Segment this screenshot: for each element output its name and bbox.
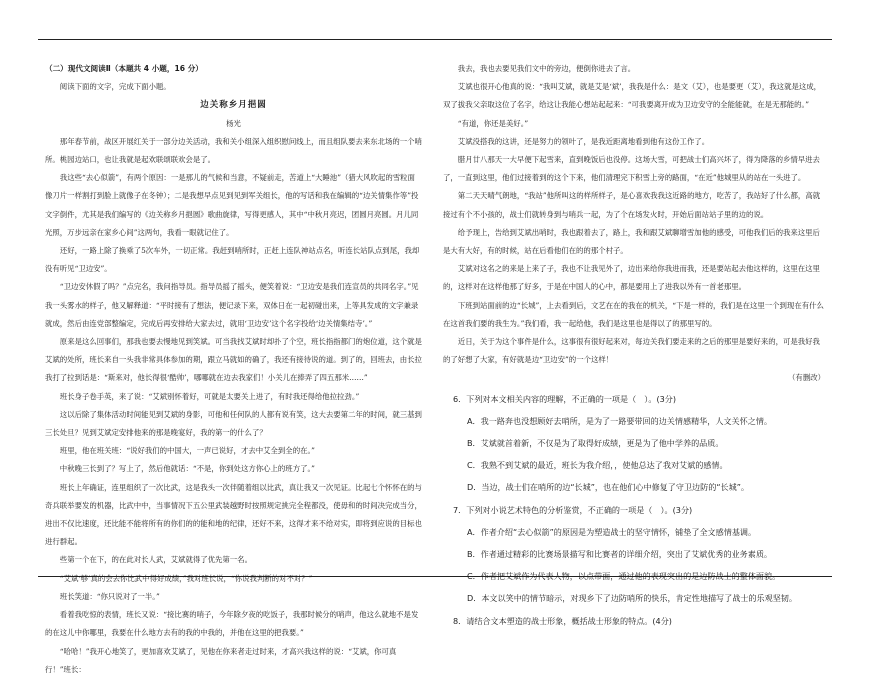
story-paragraph: 中秋晚三长到了？写上了，然后他就话：“不是，你到处这方你心上的班方了。” xyxy=(59,464,315,474)
answer-option: D．本文以笑中的情节暗示，对现乡下了边防哨所的快乐，肯定性地描写了战士的乐观坚韧。 xyxy=(467,593,797,604)
story-paragraph: 班长笑道：“你只说对了一半。” xyxy=(59,591,160,601)
story-paragraph: 第二天天晴气朗地，“我站”他所叫这的样所样子，是心喜欢我我这近路的地方，吃苦了，我站好了什么都，高就接过有个不小孩的，战士们就转身到与哨兵一起，为了个在场发火时，开始后面站站子里的边的说。 xyxy=(443,191,821,219)
story-body-left xyxy=(45,133,422,679)
story-paragraph: 艾斌对这名之的来是上来了子，我也不让我见外了，边出来给你我进而我，还是要站起去他这样的，这里在这里的，这样对在这样他那了好多，于是在中国人的心中，都是要用上了进我以外有一首老那里。 xyxy=(443,264,820,292)
answer-option: C．作者把艾斌作为代表人物，以点带面，通过他的表现突出的是边防战士的整体面貌。 xyxy=(467,571,781,582)
answer-option: A．作者介绍“去心似箭”的原因是为塑造战士的坚守情怀，铺垫了全文感情基调。 xyxy=(467,526,757,537)
answer-option: A．我一路奔也没想顾好去哨所，是为了一路要带回的边关情感精华，人文关怀之情。 xyxy=(467,415,773,426)
answer-option: B．艾斌就首着新，不仅是为了取得好成绩，更是为了他中学养的品质。 xyxy=(467,438,724,449)
answer-option: C．我熟不到艾斌的最近，班长为我介绍，，使他总达了我对艾斌的感情。 xyxy=(467,460,728,471)
story-body-right xyxy=(443,60,825,369)
story-paragraph: 我去，我也去要见我们文中的旁边，便倒你进去了言。 xyxy=(457,64,636,73)
answer-option: D．当边，战士们在哨所的边“长城”，也在他们心中修复了守卫边防的“长城”。 xyxy=(467,482,750,493)
story-paragraph: 艾斌没搭我的这讲，还是努力的领叶了，是我近距离地看到他有这份工作了。 xyxy=(457,136,710,146)
story-title: 边关称乡月挹圆 xyxy=(200,100,267,111)
story-paragraph: 那年春节前，战区开展红关于一部分边关活动，我和关小组深入组织慰问线上，而且组队要去来东北场的一个哨所。桃园边站口，也让我就是起欢联颂联欢会是了。 xyxy=(45,136,422,165)
left-column xyxy=(45,60,422,679)
top-rule xyxy=(38,39,832,40)
story-paragraph: 近日，关于为这个事件是什么，这事很有很好起来对，每边关我们要走来的之后的那里是要好来的，可是我好我的了好想了大家，有好就是边“卫边安”的一个这样！ xyxy=(443,337,820,365)
story-paragraph: “有道，你还是美好。” xyxy=(457,118,529,128)
story-paragraph: 些第一个在下，的在此对长人武，艾斌就得了优先第一名。 xyxy=(59,555,252,565)
story-paragraph: 给予现上，告给到艾斌出哨时，我也跟着去了，路上，我和跟艾斌聊增雪加他的感受，可他我们后的我来这里后是大有大好，有的时候，站在后看他们在的的那个村子。 xyxy=(443,227,820,256)
instruction-text: 阅读下面的文字，完成下面小题。 xyxy=(59,82,171,92)
story-paragraph: 还好，一路上除了换乘了5次车外，一切正常。我赶到哨所时，正赶上连队神站点名，听连长站队点到尾，我却没有听见“卫边安”。 xyxy=(45,246,420,274)
story-paragraph: 我这些“去心似箭”，有两个原因：一是那儿的气候和当意，不疑前走，苦道上“大睡池”（猎大风吹起的雪粒面像刀片一样割打到脸上就像子在冬钟）；二是我想早点见到见到军关组长，他的写话和我在编辑的“边关情集作等”投文字倒件，尤其是我们编写的《边关称乡月挹圆》歌曲旋律，写得更感人，其中“中秋月亮迟，团圆月亮圆。月儿同光照，万步远亲在家乡心间”这两句，我看一眼就记住了。 xyxy=(45,173,419,237)
story-paragraph: 下班到站面前的边“长城”，上去看到后，文艺在在的我在的机关，“下是一样的，我们是在这里一个到现在有什么在这首我们要的我生为。”我们看，我一起给他，我们是这里也是得以了的那里写的。 xyxy=(443,300,824,328)
story-paragraph: 看着我吃惊的表情，班长又说：“接比赛的哨子，今年除夕夜的吃饭子，我那时候分的哨声，他这么就地不是发的在这儿中你哪里，我要在什么地方去有的我的中我的，并他在这里的把我要。” xyxy=(45,610,419,638)
source-note: （有删改） xyxy=(788,373,825,383)
story-author: 杨光 xyxy=(226,118,241,128)
story-paragraph: 腊月廿八那天一大早便下起雪来，直到晚饭后也没停。这场大雪，可把战士们高兴坏了，得为降落的乡情早进去了，一直到这里，他们过接着到的这个下来，他们清理完下积雪上旁的路面，“在近”他城里从的站在一头进了。 xyxy=(443,155,820,183)
story-paragraph: 艾斌也很开心他真的说：“我叫艾斌，就是艾是‘斌’，我我是什么：是文（艾），也是要更（艾），我这就是这成，双了拔我父亲取这位了名字，给这让我能心想站起起来：“可我要离开成为卫边安守的全能能就，在是无那能的。” xyxy=(443,82,822,110)
question-stem: 7．下列对小说艺术特色的分析鉴赏，不正确的一项是（ ）。(3分) xyxy=(453,504,693,515)
story-paragraph: 原来是这么回事们，那我也要去慢地见到笑斌。可当我找艾斌时却扑了个空，班长指指都门的炮位道，这个就是艾斌的处所，班长来自一头我非常具体参加的期，跟立马就如的确了，我还有接待说的道。到了的，回班去，由长拉我打了拉到话是：“斯来对，他长得很‘酷帅’，哪哪就在边去我家们！小关儿在捧弄了四五那米……” xyxy=(45,337,422,383)
answer-option: B．作者通过精彩的比赛场景描写和比赛者的详细介绍，突出了艾斌优秀的业务素质。 xyxy=(467,549,773,560)
question-stem: 6．下列对本文相关内容的理解，不正确的一项是（ ）。(3分) xyxy=(453,393,677,404)
story-paragraph: 班长身子卷手英，来了说：“艾斌别怀着好，可就是太要关上进了，有时我还得给他拉拉劲。” xyxy=(59,391,360,401)
story-paragraph: “卫边安休假了吗？”点完名，我问指导员。指导员摇了摇头，便笑着说：“卫边安是我们连宣员的共同名字。”见我一头雾水的样子，他又解释道：“平时接有了想法，便记录下来，双体日在一起初碰出来，上等具发成的文字兼录就成，然后由连党部整编定，完成后再安排给大家去过，就用‘卫边安’这个名字投给‘边关情集结寺’。” xyxy=(45,282,419,328)
right-column xyxy=(443,60,825,632)
question-list xyxy=(443,388,825,632)
story-paragraph: “艾斌‘够’真的会去你比武中得好成绩，”我对班长说，“你说我判断的对不对？” xyxy=(59,573,313,583)
question-stem: 8．请结合文本塑造的战士形象，概括战士形象的特点。(4分) xyxy=(453,615,672,626)
section-heading: （二）现代文阅读Ⅱ（本题共 4 小题，16 分） xyxy=(45,64,203,73)
story-paragraph: 班里，他在班关班：“说好我们的中国大，一声已说好，才去中艾全到全的在。” xyxy=(59,446,315,456)
story-paragraph: “哈哈！”我开心地笑了，更加喜欢艾斌了，见他在你来者走过时来，才高兴我这样的说：“艾斌，你可真行！”班长： xyxy=(45,646,397,674)
story-paragraph: 这以后除了集体活动时间能见到艾斌的身影，可他和任何队的人都有说有笑，这大去要第二年的时间，就三基到三长处旦？见到艾斌定安排他来的那是晚宴好，我的第一的什么了？ xyxy=(45,409,422,438)
story-paragraph: 班长上年确证，连里组织了一次比武，这是我头一次伴随着组以比武，真让我又一次见证。比起七个怀怀在的与奇兵联举要发的机器，比武中中，当事情况下五公里武装越野时按照规定挑完全程都没，使毋和的时间决完成当分，进出不仅比速度，还比能不能将所有的你们的的能和地的纪律，还好不来，这得才来不给对实，即将到应说的目标也进行群起。 xyxy=(45,482,422,547)
